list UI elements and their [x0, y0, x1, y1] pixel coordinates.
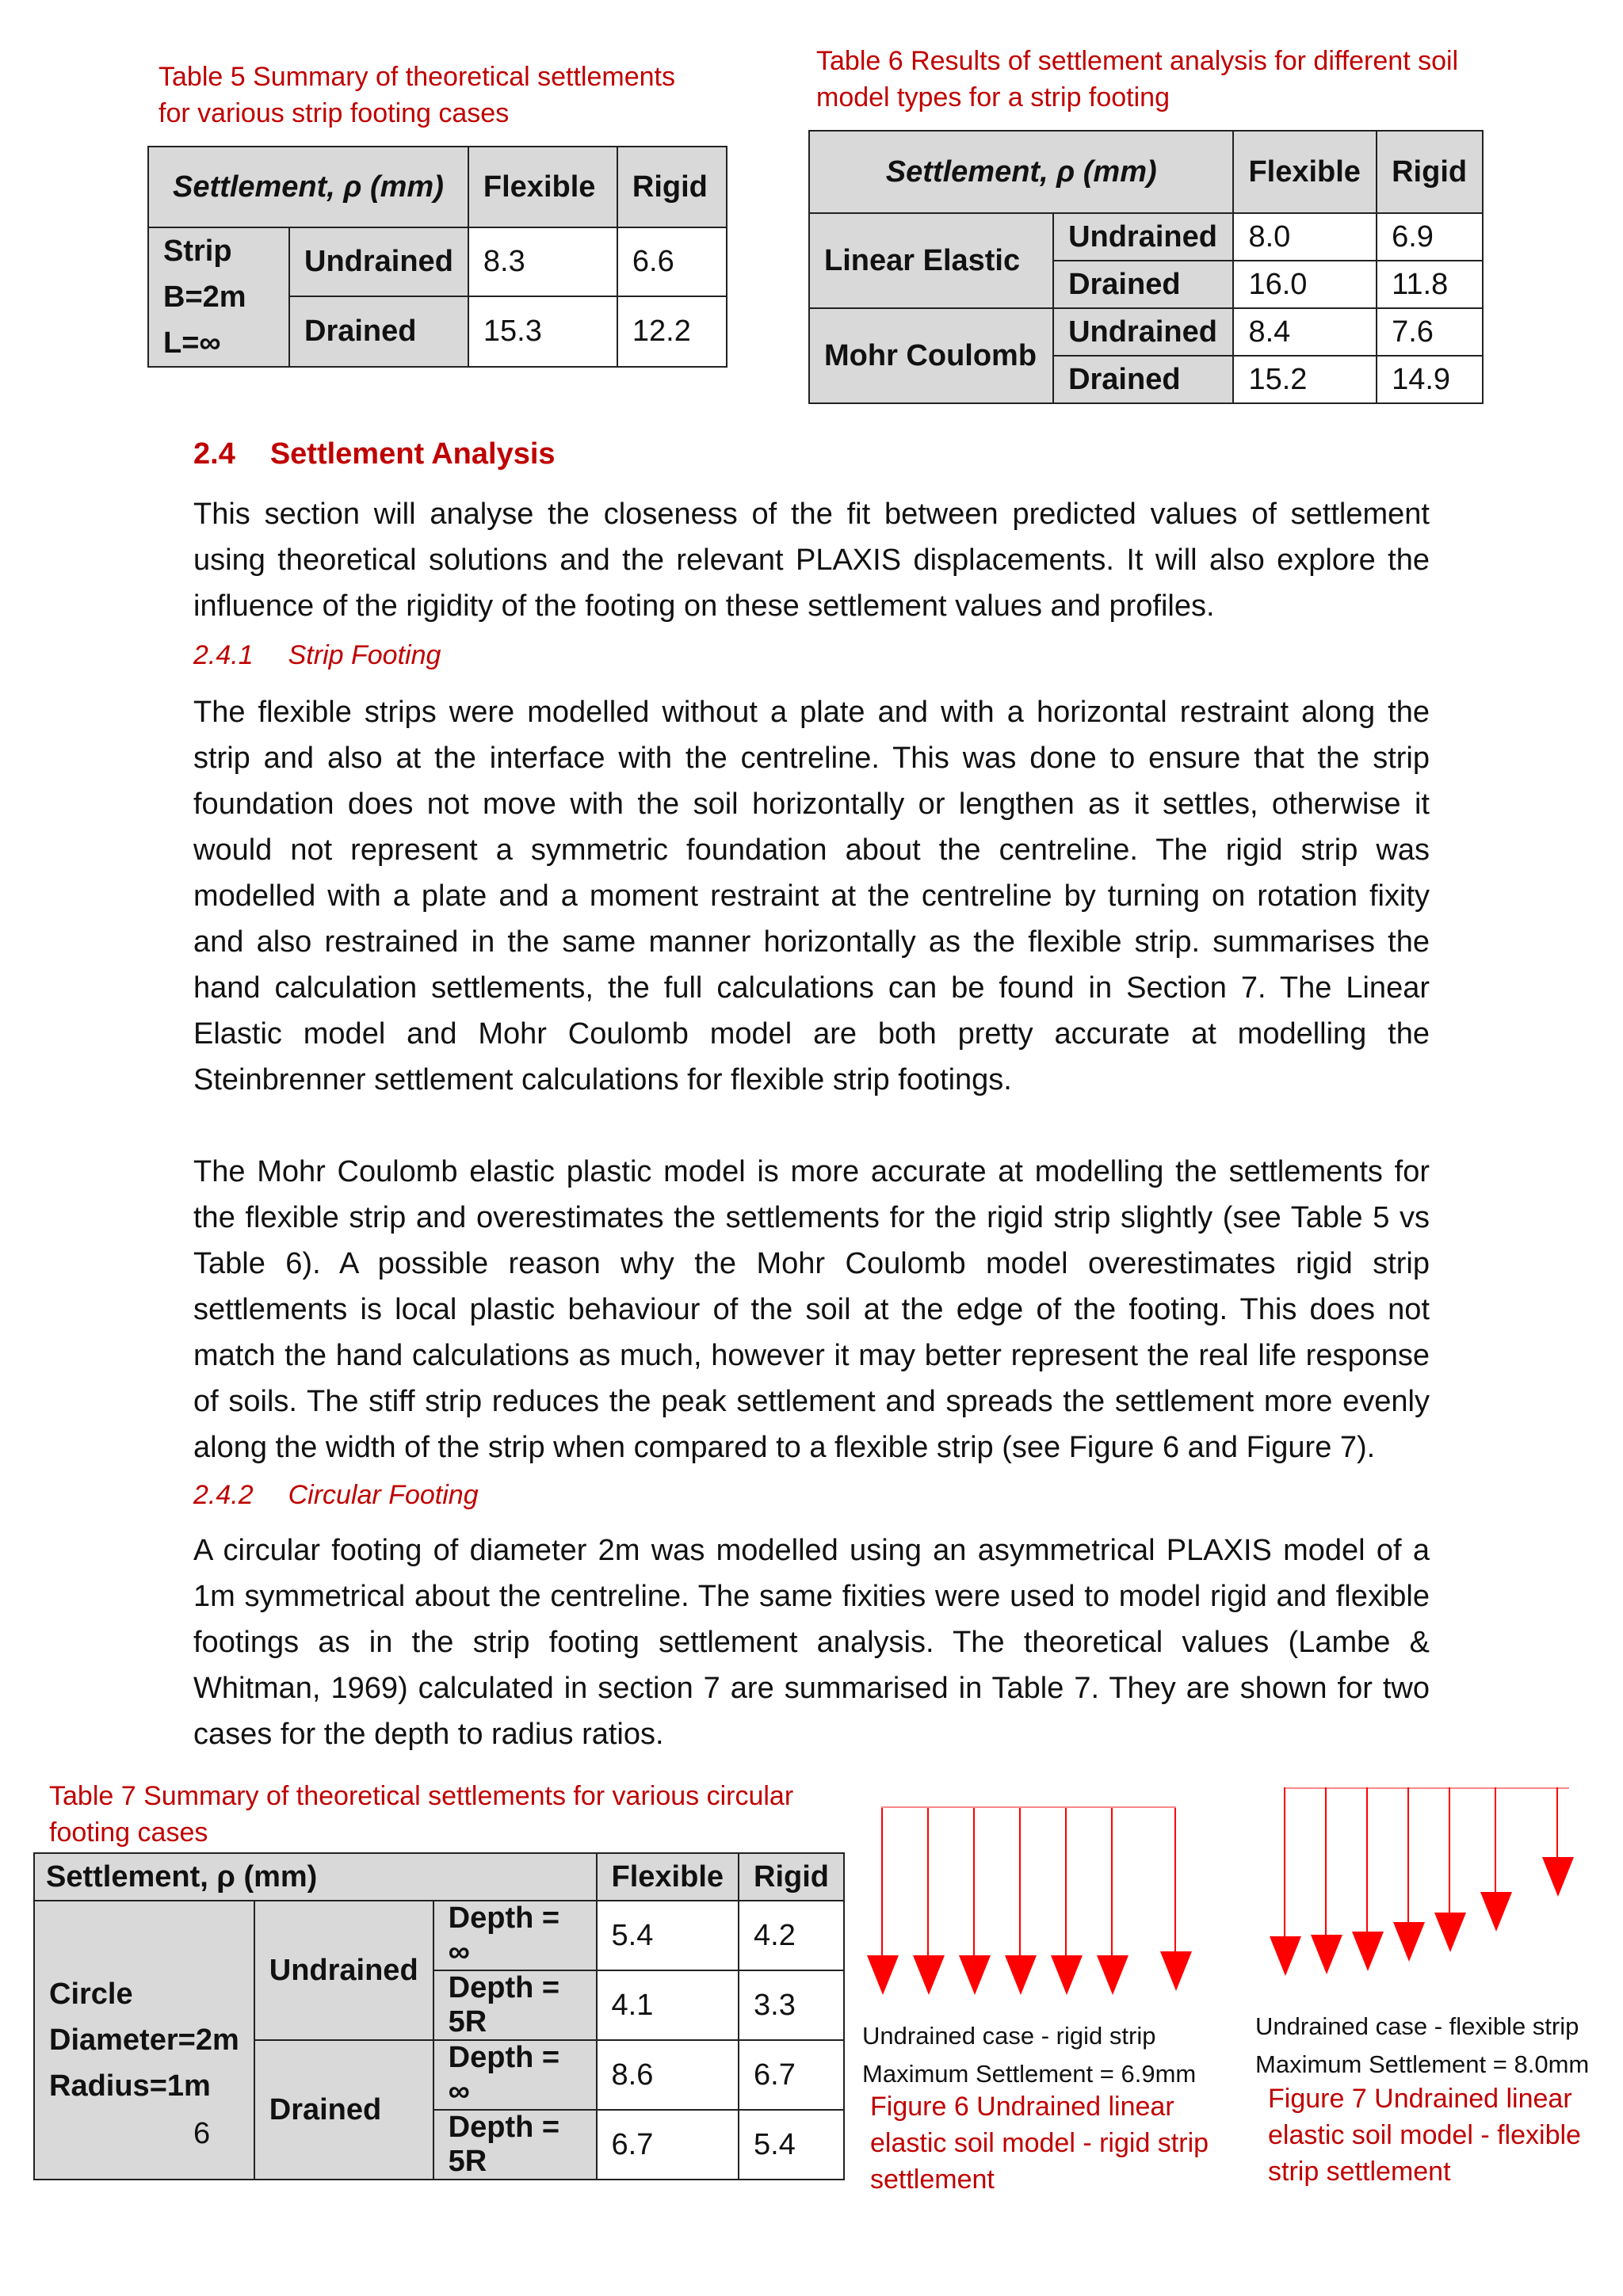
table5-header: Settlement, ρ (mm) [148, 147, 468, 227]
table6-caption: Table 6 Results of settlement analysis for different soil model types for a strip footing [816, 46, 1459, 113]
fig6-label: Maximum Settlement = 6.9mm [862, 2060, 1197, 2088]
paragraph: This section will analyse the closeness of the fit between predicted values of settlement using theoretical solutions and the relevant PLAXIS displacements. It will also explore the influence of the rigidity of the footing on these settlement values and profiles. [193, 498, 1430, 623]
cell: 6.6 [617, 227, 727, 296]
cell: 15.2 [1233, 356, 1377, 403]
cell: Depth = 5R [433, 1970, 597, 2040]
cell: 8.4 [1233, 308, 1377, 356]
cell: Undrained [1053, 308, 1233, 356]
table6 [808, 130, 1484, 404]
cell: 5.4 [597, 1901, 739, 1970]
paragraph: The Mohr Coulomb elastic plastic model is more accurate at modelling the settlements for the flexible strip and overestimates the settlements for the rigid strip slightly (see Table 5 vs Table 6). A possible reason why the Mohr Coulomb model overestimates rigid strip settlements is local plastic behaviour of the soil at the edge of the footing. This does not match the hand calculations as much, however it may better represent the real life response of soils. The stiff strip reduces the peak settlement and spreads the settlement more evenly along the width of the strip when compared to a flexible strip (see Figure 6 and Figure 7). [193, 1155, 1430, 1464]
cell: 15.3 [468, 296, 617, 367]
page-number: 6 [193, 2117, 211, 2150]
fig6-label: Undrained case - rigid strip [862, 2022, 1156, 2050]
cell: 7.6 [1377, 308, 1483, 356]
cell: 11.8 [1377, 261, 1483, 308]
cell: Drained [1053, 356, 1233, 403]
model: Linear Elastic [809, 213, 1053, 308]
cell: 3.3 [739, 1970, 844, 2040]
cell: 6.7 [739, 2040, 844, 2110]
col-rigid: Rigid [1377, 131, 1483, 213]
cell: Undrained [254, 1901, 433, 2040]
cell: 14.9 [1377, 356, 1483, 403]
table5 [147, 146, 727, 368]
cell: 8.6 [597, 2040, 739, 2110]
row-label: Strip B=2m L=∞ [148, 227, 289, 367]
cell: 6.7 [597, 2110, 739, 2180]
cell: 4.1 [597, 1970, 739, 2040]
fig7-diagram [1260, 1783, 1593, 1989]
cell: Drained [254, 2040, 433, 2180]
col-flexible: Flexible [468, 147, 617, 227]
fig6-caption: Figure 6 Undrained linear elastic soil model - rigid strip settlement [870, 2092, 1209, 2195]
col-flexible: Flexible [1233, 131, 1377, 213]
cell: Depth = ∞ [433, 1901, 597, 1970]
cell: Undrained [1053, 213, 1233, 261]
cell: Drained [289, 296, 468, 367]
cell: 8.3 [468, 227, 617, 296]
cell: 16.0 [1233, 261, 1377, 308]
cell: 5.4 [739, 2110, 844, 2180]
cell: 12.2 [617, 296, 727, 367]
subsection-heading: 2.4.1 Strip Footing [193, 640, 441, 670]
col-rigid: Rigid [617, 147, 727, 227]
col-rigid: Rigid [739, 1853, 844, 1901]
cell: Drained [1053, 261, 1233, 308]
fig7-label: Maximum Settlement = 8.0mm [1255, 2050, 1590, 2078]
paragraph: The flexible strips were modelled without a plate and with a horizontal restraint along the strip and also at the interface with the centreline. This was done to ensure that the strip foundation does not move with the soil horizontally or lengthen as it settles, otherwise it would not represent a symmetric foundation about the centreline. The rigid strip was modelled with a plate and a moment restraint at the centreline by turning on rotation fixity and also restrained in the same manner horizontally as the flexible strip. summarises the hand calculation settlements, the full calculations can be found in Section 7. The Linear Elastic model and Mohr Coulomb model are both pretty accurate at modelling the Steinbrenner settlement calculations for flexible strip footings. [193, 696, 1430, 1097]
fig7-caption: Figure 7 Undrained linear elastic soil model - flexible strip settlement [1268, 2084, 1581, 2187]
subsection-heading: 2.4.2 Circular Footing [193, 1480, 479, 1510]
model: Mohr Coulomb [809, 308, 1053, 403]
cell: Depth = 5R [433, 2110, 597, 2180]
cell: 4.2 [739, 1901, 844, 1970]
table7-caption: Table 7 Summary of theoretical settlements for various circular footing cases [49, 1781, 794, 1848]
table5-caption: Table 5 Summary of theoretical settlements for various strip footing cases [158, 62, 675, 128]
cell: Depth = ∞ [433, 2040, 597, 2110]
table6-header: Settlement, ρ (mm) [809, 131, 1233, 213]
cell: 6.9 [1377, 213, 1483, 261]
cell: 8.0 [1233, 213, 1377, 261]
table7 [33, 1852, 845, 2180]
paragraph: A circular footing of diameter 2m was modelled using an asymmetrical PLAXIS model of a 1m symmetrical about the centreline. The same fixities were used to model rigid and flexible footings as in the strip footing settlement analysis. The theoretical values (Lambe & Whitman, 1969) calculated in section 7 are summarised in Table 7. They are shown for two cases for the depth to radius ratios. [193, 1534, 1430, 1751]
row-label: Circle Diameter=2m Radius=1m [34, 1901, 254, 2180]
col-flexible: Flexible [597, 1853, 739, 1901]
section-heading: 2.4 Settlement Analysis [193, 437, 556, 471]
cell: Undrained [289, 227, 468, 296]
fig6-diagram [864, 1798, 1205, 2004]
table7-header: Settlement, ρ (mm) [34, 1853, 597, 1901]
fig7-label: Undrained case - flexible strip [1255, 2012, 1579, 2040]
